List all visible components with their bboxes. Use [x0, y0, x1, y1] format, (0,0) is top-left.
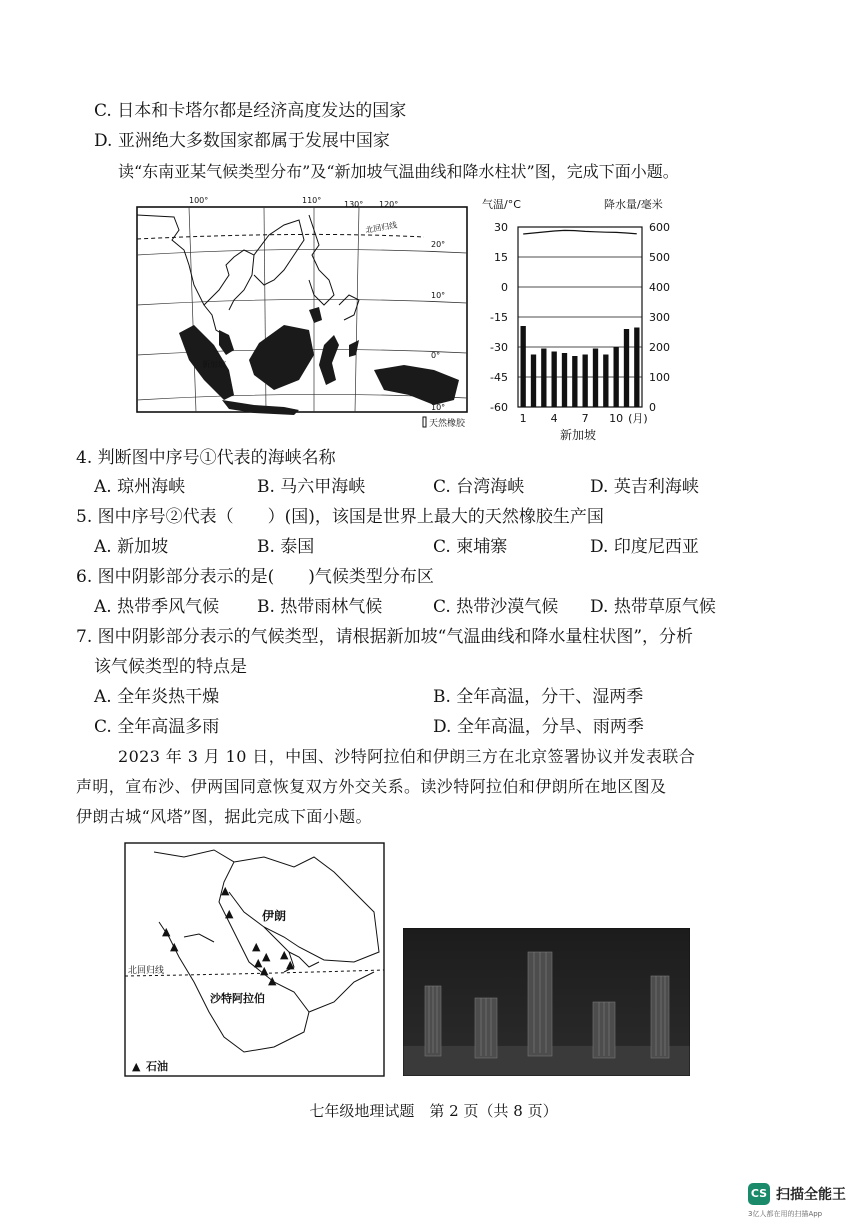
q4-option-d: D. 英吉利海峡 [590, 477, 699, 497]
q5-option-d: D. 印度尼西亚 [590, 537, 699, 557]
scanner-name: 扫描全能王 [776, 1187, 846, 1203]
oil-legend-label: 石油 [146, 1060, 168, 1073]
precip-bar [572, 356, 577, 407]
temp-tick-label: 15 [494, 251, 508, 264]
tropic-label: 北回归线 [364, 220, 398, 235]
temp-tick-label: -60 [490, 401, 508, 414]
precip-tick-label: 0 [649, 401, 656, 414]
month-tick-label: 1 [519, 412, 527, 425]
q5-option-b: B. 泰国 [257, 537, 315, 557]
intro-saudi-iran-2: 声明，宣布沙、伊两国同意恢复双方外交关系。读沙特阿拉伯和伊朗所在地区图及 [76, 777, 667, 796]
precip-bar [531, 355, 536, 408]
precip-bar [583, 355, 588, 408]
southeast-asia-map [134, 195, 480, 437]
month-tick-label: (月) [628, 412, 648, 425]
q6-option-a: A. 热带季风气候 [94, 597, 220, 617]
temp-axis-title: 气温/°C [482, 198, 521, 211]
intro-saudi-iran-3: 伊朗古城“风塔”图，据此完成下面小题。 [76, 807, 372, 826]
intro-southeast-asia: 读“东南亚某气候类型分布”及“新加坡气温曲线和降水柱状”图，完成下面小题。 [118, 162, 679, 181]
oil-marker: ▲ [221, 884, 230, 897]
q6-option-d: D. 热带草原气候 [590, 597, 716, 617]
iran-label: 伊朗 [262, 909, 287, 923]
scanner-tagline: 3亿人都在用的扫描App [748, 1210, 823, 1218]
chart-xlabel: 新加坡 [560, 428, 597, 442]
lon-label-110: 110° [302, 196, 322, 205]
q7-option-c: C. 全年高温多雨 [94, 717, 220, 737]
q7-option-b: B. 全年高温，分干、湿两季 [433, 687, 644, 707]
oil-legend-marker: ▲ [132, 1060, 141, 1073]
rubber-legend-swatch [423, 417, 426, 427]
question-6: 6. 图中阴影部分表示的是( )气候类型分布区 [76, 567, 434, 587]
q5-option-c: C. 柬埔寨 [433, 537, 508, 557]
intro-saudi-iran-1: 2023 年 3 月 10 日，中国、沙特阿拉伯和伊朗三方在北京签署协议并发表联合 [118, 747, 696, 766]
precip-bar [593, 349, 598, 408]
q6-option-b: B. 热带雨林气候 [257, 597, 383, 617]
oil-marker: ▲ [252, 940, 261, 953]
oil-marker: ▲ [280, 948, 289, 961]
oil-marker: ▲ [268, 974, 277, 987]
precip-tick-label: 600 [649, 221, 670, 234]
question-4: 4. 判断图中序号①代表的海峡名称 [76, 448, 336, 468]
temp-tick-label: 0 [501, 281, 508, 294]
temp-tick-label: -45 [490, 371, 508, 384]
oil-marker: ▲ [286, 958, 295, 971]
precip-bar [603, 355, 608, 408]
temperature-curve [523, 230, 637, 234]
question-5: 5. 图中序号②代表（ ）(国)，该国是世界上最大的天然橡胶生产国 [76, 507, 604, 527]
option-d-prev: D. 亚洲绝大多数国家都属于发展中国家 [94, 131, 390, 151]
lon-label-130: 130° [344, 200, 364, 209]
precip-bar [624, 329, 629, 407]
lon-label-120: 120° [379, 200, 399, 209]
option-c-prev: C. 日本和卡塔尔都是经济高度发达的国家 [94, 101, 407, 121]
oil-marker: ▲ [170, 940, 179, 953]
lat-label-10s: 10° [431, 403, 446, 412]
oil-marker: ▲ [225, 907, 234, 920]
precip-tick-label: 300 [649, 311, 670, 324]
saudi-label: 沙特阿拉伯 [210, 992, 265, 1005]
precip-bar [521, 326, 526, 407]
q5-option-a: A. 新加坡 [94, 537, 169, 557]
scanner-watermark [748, 1183, 858, 1223]
precip-bar [634, 328, 639, 408]
month-tick-label: 10 [609, 412, 624, 425]
lat-label-0: 0° [431, 351, 441, 360]
q4-option-c: C. 台湾海峡 [433, 477, 525, 497]
lat-label-20: 20° [431, 240, 446, 249]
lat-label-10n: 10° [431, 291, 446, 300]
precip-tick-label: 400 [649, 281, 670, 294]
q6-option-c: C. 热带沙漠气候 [433, 597, 559, 617]
q7-option-a: A. 全年炎热干燥 [94, 687, 220, 707]
oil-marker: ▲ [162, 925, 171, 938]
temp-tick-label: -15 [490, 311, 508, 324]
q4-option-b: B. 马六甲海峡 [257, 477, 366, 497]
q7-option-d: D. 全年高温，分旱、雨两季 [433, 717, 644, 737]
temp-tick-label: -30 [490, 341, 508, 354]
precip-axis-title: 降水量/毫米 [604, 198, 663, 211]
question-7-line-2: 该气候类型的特点是 [94, 657, 247, 677]
tropic-label: 北回归线 [128, 966, 165, 976]
wind-tower-photo [403, 928, 690, 1076]
scanner-logo-icon: CS [748, 1183, 770, 1205]
middle-east-map [124, 842, 386, 1078]
month-tick-label: 4 [550, 412, 558, 425]
lon-label-100: 100° [189, 196, 209, 205]
singapore-climate-chart [478, 192, 678, 447]
precip-bar [552, 352, 557, 408]
precip-tick-label: 200 [649, 341, 670, 354]
oil-marker: ▲ [260, 964, 269, 977]
precip-tick-label: 100 [649, 371, 670, 384]
singapore-label: 新加坡 [202, 360, 226, 369]
precip-bar [541, 349, 546, 408]
precip-tick-label: 500 [649, 251, 670, 264]
oil-marker: ▲ [254, 956, 263, 969]
page-footer: 七年级地理试题 第 2 页（共 8 页） [309, 1102, 558, 1120]
rubber-legend-label: 天然橡胶 [429, 419, 466, 429]
precip-bar [614, 347, 619, 407]
precip-bar [562, 353, 567, 407]
question-7-line-1: 7. 图中阴影部分表示的气候类型，请根据新加坡“气温曲线和降水量柱状图”，分析 [76, 627, 694, 647]
month-tick-label: 7 [581, 412, 589, 425]
temp-tick-label: 30 [494, 221, 508, 234]
oil-marker: ▲ [262, 950, 271, 963]
q4-option-a: A. 琼州海峡 [94, 477, 186, 497]
